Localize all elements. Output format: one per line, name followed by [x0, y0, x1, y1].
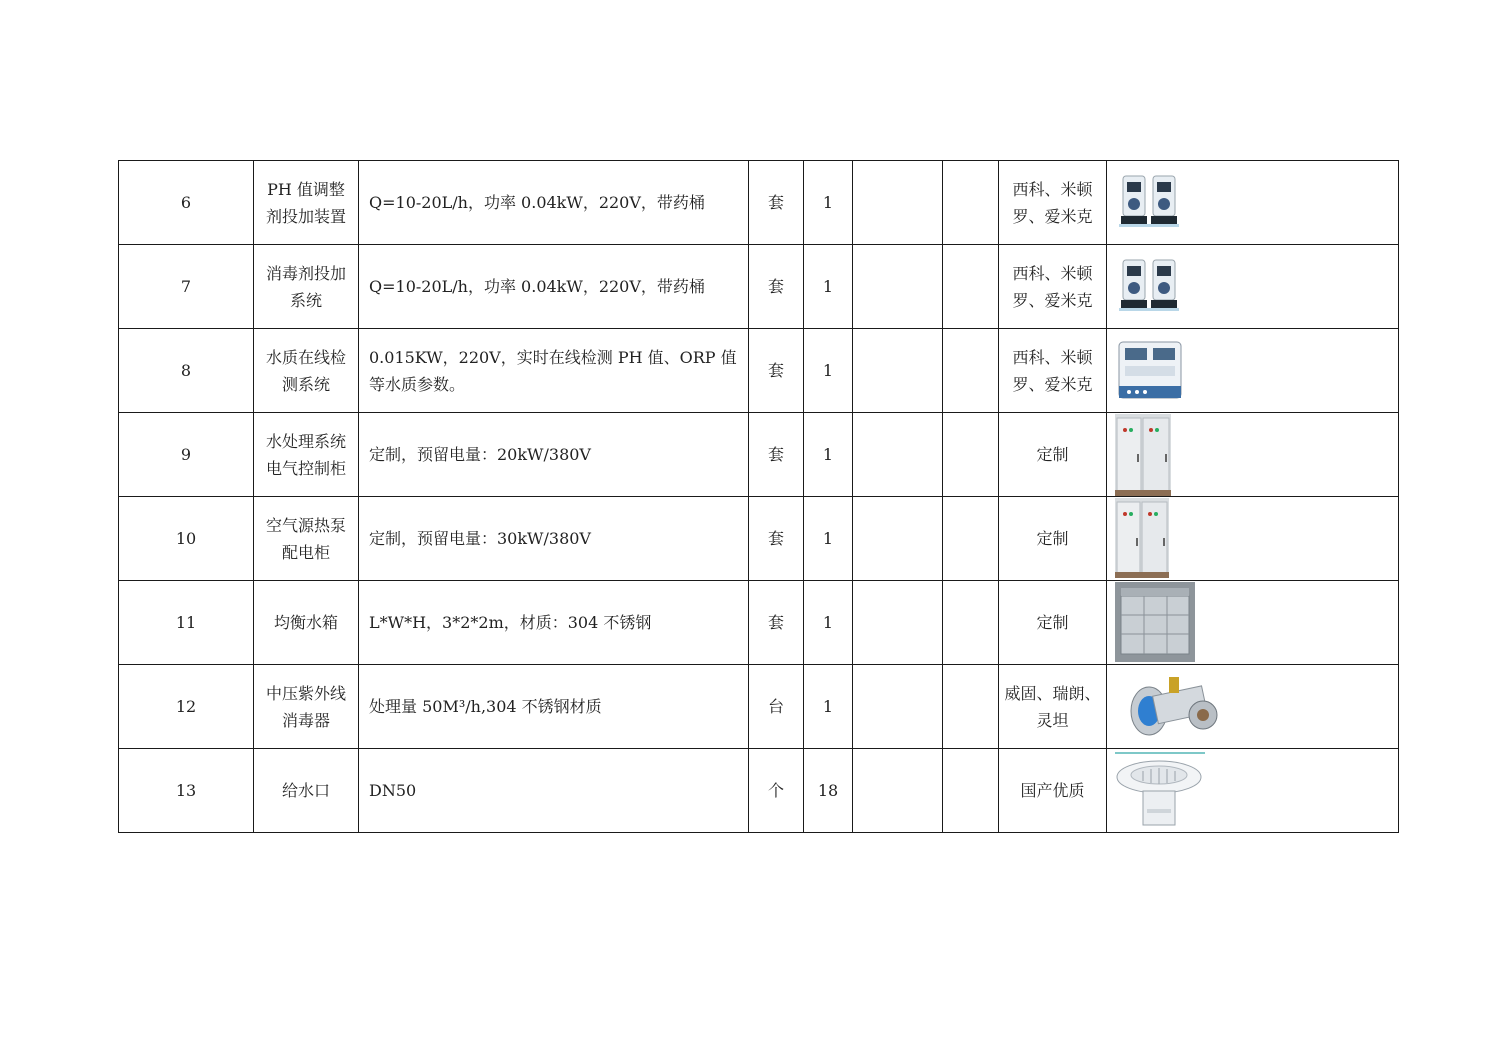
item-brand: 国产优质	[999, 749, 1107, 833]
empty-cell	[943, 497, 999, 581]
item-spec: L*W*H，3*2*2m，材质：304 不锈钢	[359, 581, 749, 665]
product-image-cell	[1107, 749, 1399, 833]
item-unit: 套	[749, 413, 804, 497]
item-spec: DN50	[359, 749, 749, 833]
empty-cell	[853, 749, 943, 833]
water-tank-image	[1115, 582, 1195, 662]
table-row	[119, 581, 1399, 665]
item-number: 12	[119, 665, 254, 749]
item-unit: 套	[749, 581, 804, 665]
product-image-cell	[1107, 497, 1399, 581]
item-name: 均衡水箱	[273, 613, 338, 632]
item-unit: 套	[749, 329, 804, 413]
item-name: 中压紫外线消毒器	[266, 683, 347, 730]
item-name: PH 值调整剂投加装置	[266, 179, 347, 226]
uv-sterilizer-image	[1129, 671, 1221, 743]
item-number: 9	[119, 413, 254, 497]
empty-cell	[853, 497, 943, 581]
cabinet-image	[1115, 498, 1169, 578]
item-brand: 西科、米顿罗、爱米克	[1012, 179, 1093, 226]
item-quantity: 1	[804, 413, 853, 497]
water-inlet-image	[1113, 751, 1207, 829]
item-name: 水质在线检测系统	[266, 347, 347, 394]
empty-cell	[943, 161, 999, 245]
item-quantity: 18	[804, 749, 853, 833]
empty-cell	[853, 329, 943, 413]
product-image-cell	[1107, 581, 1399, 665]
empty-cell	[943, 413, 999, 497]
table-row	[119, 497, 1399, 581]
dosing-pump-image	[1115, 164, 1185, 240]
item-number: 10	[119, 497, 254, 581]
table-row	[119, 749, 1399, 833]
item-spec: 处理量 50M³/h,304 不锈钢材质	[359, 665, 749, 749]
item-number: 8	[119, 329, 254, 413]
product-image-cell	[1107, 245, 1399, 329]
equipment-table	[118, 160, 1399, 833]
controller-unit-image	[1115, 332, 1187, 408]
item-quantity: 1	[804, 245, 853, 329]
item-spec: 0.015KW，220V，实时在线检测 PH 值、ORP 值等水质参数。	[359, 329, 749, 413]
empty-cell	[943, 665, 999, 749]
item-spec: 定制，预留电量：20kW/380V	[359, 413, 749, 497]
item-unit: 套	[749, 497, 804, 581]
cabinet-image	[1115, 414, 1171, 496]
item-name: 消毒剂投加系统	[266, 263, 347, 310]
item-name: 给水口	[281, 781, 330, 800]
product-image-cell	[1107, 161, 1399, 245]
item-number: 6	[119, 161, 254, 245]
item-name: 水处理系统电气控制柜	[266, 431, 347, 478]
empty-cell	[943, 329, 999, 413]
item-quantity: 1	[804, 161, 853, 245]
product-image-cell	[1107, 413, 1399, 497]
item-number: 11	[119, 581, 254, 665]
item-unit: 台	[749, 665, 804, 749]
item-name: 空气源热泵配电柜	[266, 515, 347, 562]
item-brand: 西科、米顿罗、爱米克	[1012, 347, 1093, 394]
table-row	[119, 413, 1399, 497]
table-row	[119, 245, 1399, 329]
item-unit: 个	[749, 749, 804, 833]
item-brand: 定制	[999, 497, 1107, 581]
item-brand: 定制	[999, 413, 1107, 497]
empty-cell	[853, 581, 943, 665]
empty-cell	[853, 665, 943, 749]
empty-cell	[853, 413, 943, 497]
item-spec: 定制，预留电量：30kW/380V	[359, 497, 749, 581]
dosing-pump-image	[1115, 248, 1185, 324]
item-brand: 定制	[999, 581, 1107, 665]
item-unit: 套	[749, 245, 804, 329]
item-number: 13	[119, 749, 254, 833]
table-row	[119, 329, 1399, 413]
empty-cell	[943, 749, 999, 833]
empty-cell	[943, 581, 999, 665]
product-image-cell	[1107, 665, 1399, 749]
empty-cell	[853, 245, 943, 329]
item-spec: Q=10-20L/h，功率 0.04kW，220V，带药桶	[359, 245, 749, 329]
empty-cell	[943, 245, 999, 329]
item-spec: Q=10-20L/h，功率 0.04kW，220V，带药桶	[359, 161, 749, 245]
item-unit: 套	[749, 161, 804, 245]
product-image-cell	[1107, 329, 1399, 413]
empty-cell	[853, 161, 943, 245]
item-brand: 威固、瑞朗、灵坦	[1004, 683, 1101, 730]
table-row	[119, 161, 1399, 245]
item-quantity: 1	[804, 329, 853, 413]
item-brand: 西科、米顿罗、爱米克	[1012, 263, 1093, 310]
item-quantity: 1	[804, 497, 853, 581]
item-quantity: 1	[804, 665, 853, 749]
table-row	[119, 665, 1399, 749]
item-quantity: 1	[804, 581, 853, 665]
item-number: 7	[119, 245, 254, 329]
